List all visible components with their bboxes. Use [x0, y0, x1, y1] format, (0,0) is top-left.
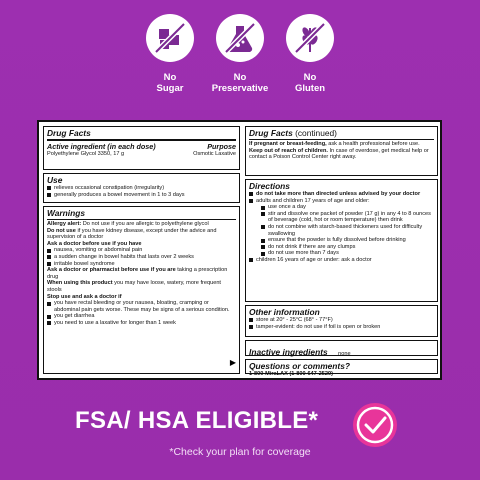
warnings-title: Warnings	[47, 208, 86, 218]
drug-facts-panel	[37, 120, 442, 380]
no-gluten-icon	[286, 14, 334, 62]
use-title: Use	[47, 175, 63, 185]
badge-label-line2: Sugar	[156, 83, 184, 94]
directions-title: Directions	[249, 181, 290, 191]
questions-title: Questions or comments?	[249, 361, 350, 371]
directions-sub-item: stir and dissolve one packet of powder (17 g) in any 4 to 8 ounces of beverage (cold, hot or room temperature) then drink	[261, 211, 434, 224]
drug-facts-left-column	[43, 126, 240, 374]
do-not-use-label: Do not use	[47, 227, 76, 234]
pregnant-text: ask a health professional before use.	[326, 141, 420, 147]
ask-doctor-item: a sudden change in bowel habits that lasts over 2 weeks	[47, 254, 236, 261]
use-item: generally produces a bowel movement in 1 to 3 days	[47, 192, 236, 199]
purpose-value: Osmotic Laxative	[193, 151, 236, 157]
ask-pharmacist-text: taking a prescription drug	[47, 267, 228, 280]
directions-item: do not take more than directed unless advised by your doctor	[256, 191, 421, 197]
ask-doctor-title: Ask a doctor before use if you have	[47, 240, 142, 247]
warnings-section	[43, 206, 240, 374]
purpose-label: Purpose	[207, 142, 236, 151]
active-ingredient-label: Active ingredient (in each dose)	[47, 142, 156, 151]
questions-phone: 1-800-MiraLAX (1-800-647-2529)	[249, 371, 333, 377]
check-circle-icon	[352, 402, 398, 448]
directions-sub-item: ensure that the powder is fully dissolved before drinking	[261, 237, 434, 244]
continue-arrow-icon: ▶	[229, 358, 236, 367]
continued-suffix: (continued)	[292, 128, 337, 138]
plan-coverage-note: *Check your plan for coverage	[169, 446, 311, 458]
drug-facts-right-column	[245, 126, 438, 377]
inactive-title: Inactive ingredients	[249, 347, 328, 357]
directions-sub-item: do not use more than 7 days	[261, 250, 434, 257]
directions-sub-item: do not combine with starch-based thickeners used for difficulty swallowing	[261, 224, 434, 237]
pregnant-label: If pregnant or breast-feeding,	[249, 141, 327, 147]
directions-item: children 16 years of age or under: ask a doctor	[249, 257, 434, 264]
stop-use-item: you need to use a laxative for longer than 1 week	[47, 320, 236, 327]
badge-label-line1: No	[303, 72, 317, 83]
inactive-section	[245, 340, 438, 356]
fsa-hsa-heading: FSA/ HSA ELIGIBLE*	[75, 407, 319, 434]
badge-row	[0, 14, 480, 114]
when-using-label: When using this product	[47, 280, 113, 287]
other-info-item: store at 20° - 25°C (68° - 77°F)	[249, 317, 434, 324]
no-preservative-icon	[216, 14, 264, 62]
badge-label-line1: No	[233, 72, 247, 83]
keep-out-text: In case of overdose, get medical help or contact a Poison Control Center right away.	[249, 147, 429, 161]
stop-use-item: you get diarrhea	[47, 313, 236, 320]
continued-section	[245, 126, 438, 176]
when-using-text: you may have loose, watery, more frequent stools	[47, 280, 221, 293]
directions-sub-item: do not drink if there are any clumps	[261, 244, 434, 251]
badge-label-line2: Gluten	[294, 83, 326, 94]
other-info-title: Other information	[249, 307, 320, 317]
badge-label-line2: Preservative	[211, 83, 269, 94]
stop-use-title: Stop use and ask a doctor if	[47, 293, 122, 300]
do-not-use-text: if you have kidney disease, except under the advice and supervision of a doctor	[47, 227, 217, 241]
other-info-section	[245, 305, 438, 337]
use-item: relieves occasional constipation (irregularity)	[47, 185, 236, 192]
no-sugar-icon	[146, 14, 194, 62]
stop-use-item: you have rectal bleeding or your nausea, bloating, cramping or abdominal pain gets worse. These may be signs of a serious condition.	[47, 300, 236, 313]
no-gluten-badge	[265, 14, 355, 94]
directions-sub-item: use once a day	[261, 204, 434, 211]
ask-doctor-item: irritable bowel syndrome	[47, 261, 236, 268]
use-section	[43, 173, 240, 203]
badge-label-line1: No	[163, 72, 177, 83]
continued-title: Drug Facts	[249, 128, 293, 138]
ask-pharmacist-label: Ask a doctor or pharmacist before use if you are	[47, 267, 176, 274]
allergy-label: Allergy alert:	[47, 221, 82, 227]
other-info-item: tamper-evident: do not use if foil is open or broken	[249, 324, 434, 331]
ask-doctor-item: nausea, vomiting or abdominal pain	[47, 247, 236, 254]
active-ingredient-section	[43, 126, 240, 170]
allergy-text: Do not use if you are allergic to polyethylene glycol	[81, 221, 209, 227]
drug-facts-title: Drug Facts	[47, 128, 91, 138]
keep-out-label: Keep out of reach of children.	[249, 147, 328, 154]
questions-section	[245, 359, 438, 377]
directions-item: adults and children 17 years of age and older:	[249, 198, 434, 205]
directions-section	[245, 179, 438, 302]
active-ingredient-value: Polyethylene Glycol 3350, 17 g	[47, 151, 125, 157]
inactive-value: none	[338, 351, 351, 357]
